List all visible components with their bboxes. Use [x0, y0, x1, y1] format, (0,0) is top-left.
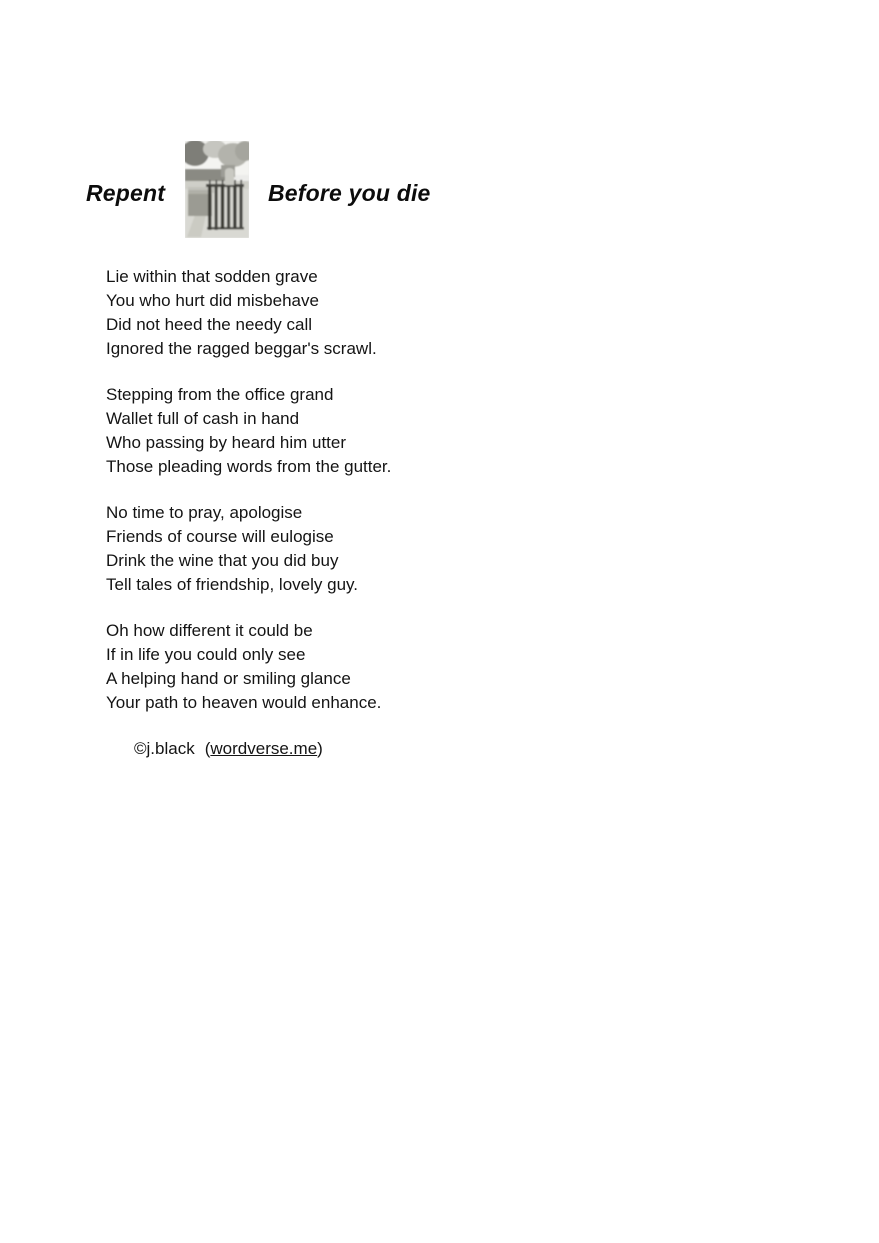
poem-line: Who passing by heard him utter [106, 433, 347, 452]
poem-line: If in life you could only see [106, 645, 306, 664]
wordverse-link[interactable]: wordverse.me [210, 739, 318, 758]
stanza-3 [106, 501, 391, 597]
stanza-4 [106, 619, 391, 715]
attribution [134, 737, 323, 761]
poem-line: Oh how different it could be [106, 621, 313, 640]
stanza-2 [106, 383, 391, 479]
hedge [185, 169, 225, 181]
poem-line: Drink the wine that you did buy [106, 551, 339, 570]
copyright-text: ©j.black [134, 739, 195, 758]
title-before-you-die: Before you die [268, 180, 431, 206]
stanza-1 [106, 265, 391, 361]
paren-close: ) [317, 739, 323, 758]
poem-line: Lie within that sodden grave [106, 267, 318, 286]
poem [106, 265, 391, 715]
poem-line: You who hurt did misbehave [106, 291, 319, 310]
poem-line: Tell tales of friendship, lovely guy. [106, 575, 358, 594]
poem-line: Wallet full of cash in hand [106, 409, 300, 428]
poem-line: Ignored the ragged beggar's scrawl. [106, 339, 377, 358]
paren-open: ( [204, 739, 211, 758]
poem-line: Stepping from the office grand [106, 385, 334, 404]
poem-line: A helping hand or smiling glance [106, 669, 351, 688]
poem-line: Your path to heaven would enhance. [106, 693, 382, 712]
grave-photo [185, 141, 249, 238]
poem-line: Those pleading words from the gutter. [106, 457, 392, 476]
poem-line: No time to pray, apologise [106, 503, 303, 522]
poem-line: Friends of course will eulogise [106, 527, 334, 546]
title-repent: Repent [86, 180, 166, 206]
poem-line: Did not heed the needy call [106, 315, 313, 334]
